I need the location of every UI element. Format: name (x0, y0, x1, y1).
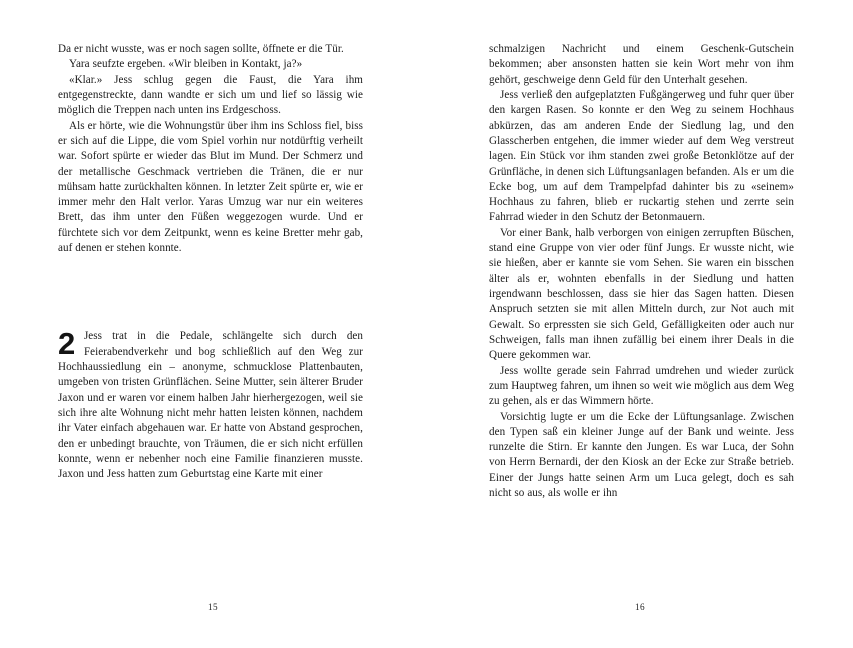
paragraph: Jess wollte gerade sein Fahrrad umdrehen und wieder zurück zum Hauptweg fahren, um ihnen so weit wie möglich aus dem Weg zu gehen, als er das Wimmern hörte. (489, 364, 794, 408)
chapter-number-dropcap: 2 (58, 326, 75, 362)
text-block-right (489, 42, 794, 501)
paragraph: «Klar.» Jess schlug gegen die Faust, die Yara ihm entgegenstreckte, dann wandte er sich um und lief so lässig wie möglich die Treppen nach unten ins Erdgeschoss. (58, 73, 363, 117)
chapter-opener (58, 326, 363, 482)
paragraph: Vorsichtig lugte er um die Ecke der Lüftungsanlage. Zwischen den Typen saß ein kleiner Junge auf der Bank und weinte. Jess runzelte die Stirn. Er kannte den Jungen. Es war Luca, der Sohn von Herrn Bernardi, der den Kiosk an der Ecke zur Straße betrieb. Einer der Jungs hatte seinen Arm um Luca gelegt, doch es sah nicht so aus, als wolle er ihn (489, 410, 794, 500)
paragraph: Da er nicht wusste, was er noch sagen sollte, öffnete er die Tür. (58, 43, 344, 55)
page-right (427, 0, 853, 648)
paragraph: Jess trat in die Pedale, schlängelte sich durch den Feierabendverkehr und bog schließlich auf den Weg zur Hochhaussiedlung ein – anonyme, schmucklose Plattenbauten, umgeben von tristen Grünflächen. Seine Mutter, sein älterer Bruder Jaxon und er waren vor einem halben Jahr hierhergezogen, weil sie sich ihre alte Wohnung nicht mehr hatten leisten können, nachdem ihr Vater einfach abgehauen war. Er hatte von Abstand gesprochen, den er unbedingt brauchte, von Träumen, die er sich nicht erfüllen konnte, wenn er nebenher noch eine Familie finanzieren musste. Jaxon und Jess hatten zum Geburtstag eine Karte mit einer (58, 330, 363, 481)
paragraph: Yara seufzte ergeben. «Wir bleiben in Kontakt, ja?» (69, 58, 303, 71)
paragraph: Jess verließ den aufgeplatzten Fußgängerweg und fuhr quer über den kargen Rasen. So konnte er den Weg zu seinem Hochhaus abkürzen, das am anderen Ende der Siedlung lag, und den Glasscherben entgehen, die immer wieder auf dem Weg verstreut lagen. Ein Stück vor ihm standen zwei große Betonklötze auf der Grünfläche, in denen sich Lüftungsanlagen befanden. Als er um die Ecke bog, um auf dem Trampelpfad dahinter bis zu «seinem» Hochhaus zu fahren, blieb er ruckartig stehen und zerrte sein Fahrrad wieder in den Schutz der Betonmauern. (489, 88, 794, 224)
paragraph: schmalzigen Nachricht und einem Geschenk-Gutschein bekommen; aber ansonsten hatten sie kein Wort mehr von ihm gehört, geschweige denn Geld für den Unterhalt gesehen. (489, 43, 794, 86)
text-block-left (58, 42, 363, 483)
page-number-right: 16 (635, 602, 645, 612)
chapter-spacer (58, 256, 363, 329)
paragraph: Vor einer Bank, halb verborgen von einigen zerrupften Büschen, stand eine Gruppe von vier oder fünf Jungs. Er wusste nicht, wie sie hießen, aber er kannte sie vom Sehen. Sie waren ein bisschen älter als er, wohnten ebenfalls in der Siedlung und hatten irgendwann beschlossen, dass sie hier das Sagen hatten. Diesen Anspruch setzten sie mit allen Mitteln durch, zur Not auch mit Gewalt. So erpressten sie sich Geld, Gefälligkeiten oder auch nur Schweigen, falls man ihnen zufällig bei einem ihrer Deals in die Quere gekommen war. (489, 226, 794, 362)
paragraph: Als er hörte, wie die Wohnungstür über ihm ins Schloss fiel, biss er sich auf die Lippe, die vom Spiel vorhin nur notdürftig verheilt war. Sofort spürte er wieder das Blut im Mund. Der Schmerz und der metallische Geschmack vertrieben die Tränen, die er nur mühsam hatte zurückhalten können. In letzter Zeit spürte er, wie er immer mehr den Halt verlor. Yaras Umzug war nur ein weiteres Brett, das ihm unter den Füßen weggezogen wurde. Und er fürchtete sich vor dem Zeitpunkt, wenn es keine Bretter mehr gab, auf denen er stehen konnte. (58, 119, 363, 255)
page-number-left: 15 (208, 602, 218, 612)
page-left (0, 0, 426, 648)
